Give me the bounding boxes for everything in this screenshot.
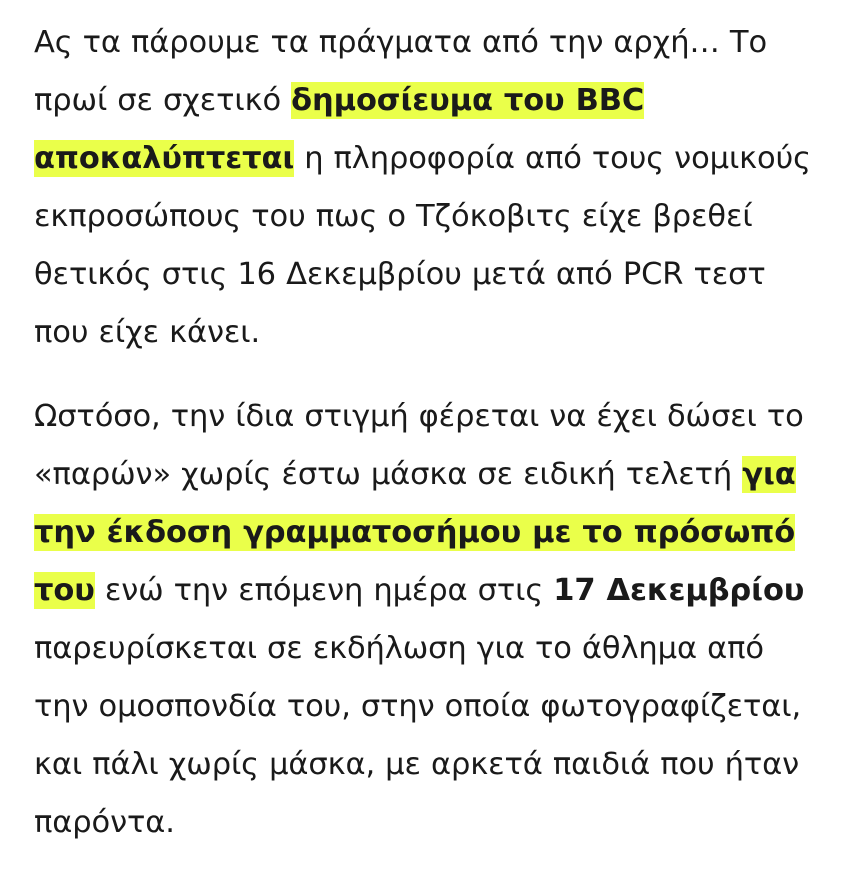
text-run: Ωστόσο, την ίδια στιγμή φέρεται να έχει δώσει το «παρών» χωρίς έστω μάσκα σε ειδική τελετή [34,399,804,492]
highlighted-text-bbc: δημοσίευμα του BBC αποκαλύπτεται [34,83,645,176]
bold-text-date: 17 Δεκεμβρίου [553,573,805,608]
text-run: Ας τα πάρουμε τα πράγματα από την αρχή… Το πρωί σε σχετικό [34,25,768,118]
text-run: ενώ την επόμενη ημέρα στις [94,573,554,608]
text-run: παρευρίσκεται σε εκδήλωση για το άθλημα από την ομοσπονδία του, στην οποία φωτογραφίζεται, και πάλι χωρίς μάσκα, με αρκετά παιδιά που ήταν παρόντα. [34,631,802,840]
highlighted-text-stamp: για την έκδοση γραμματοσήμου με το πρόσωπό του [34,457,796,608]
paragraph-1 [34,14,825,362]
paragraph-2 [34,388,825,852]
text-run: η πληροφορία από τους νομικούς εκπροσώπους του πως ο Τζόκοβιτς είχε βρεθεί θετικός στις 16 Δεκεμβρίου μετά από PCR τεστ που είχε κάνει. [34,141,811,350]
